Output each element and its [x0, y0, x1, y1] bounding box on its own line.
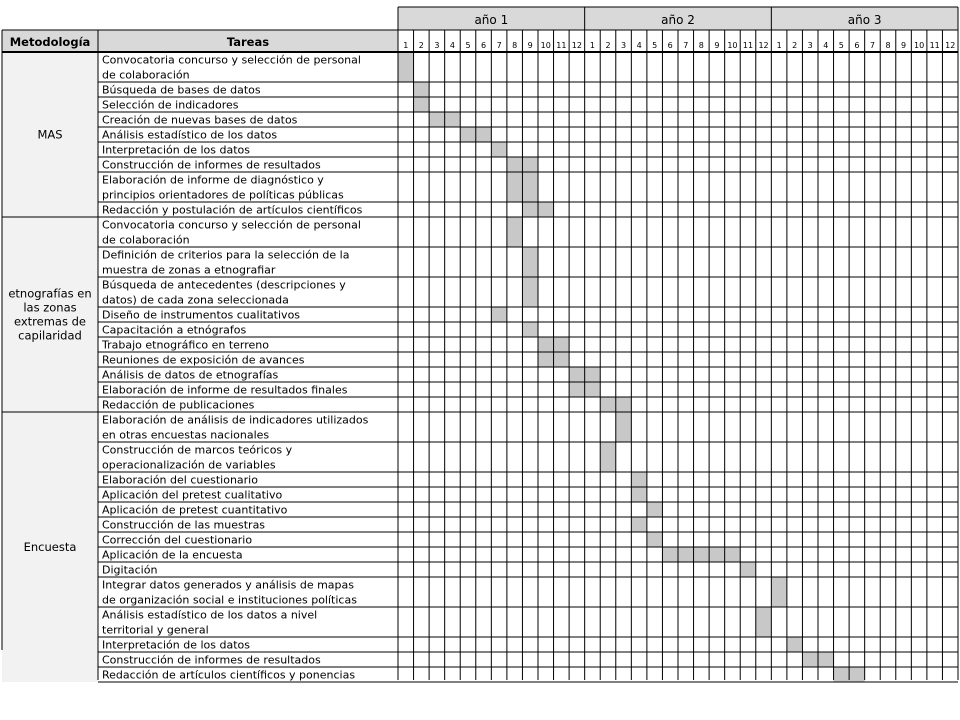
- month-label: 2: [418, 41, 424, 50]
- month-label: 6: [481, 41, 487, 50]
- schedule-cell-filled: [647, 532, 663, 547]
- task-label: Redacción de publicaciones: [102, 398, 255, 412]
- task-label: Convocatoria concurso y selección de personal: [102, 218, 361, 232]
- schedule-cell-filled: [600, 442, 616, 472]
- month-label: 11: [742, 41, 754, 50]
- month-label: 11: [556, 41, 567, 50]
- task-label: Definición de criterios para la selección de la: [102, 248, 350, 262]
- year-label: año 3: [847, 13, 882, 27]
- task-label: Análisis estadístico de los datos: [102, 128, 278, 142]
- month-label: 2: [605, 41, 611, 50]
- methodology-label: capilaridad: [18, 328, 82, 343]
- task-label: Elaboración de informe de diagnóstico y: [102, 173, 324, 187]
- schedule-cell-filled: [569, 382, 585, 397]
- schedule-cell-filled: [662, 547, 678, 562]
- task-label: Redacción y postulación de artículos científicos: [102, 203, 363, 217]
- month-label: 1: [403, 41, 409, 50]
- schedule-cell-filled: [507, 172, 523, 202]
- task-label: Búsqueda de antecedentes (descripciones y: [102, 278, 346, 292]
- task-label: Trabajo etnográfico en terreno: [102, 338, 269, 352]
- schedule-cell-filled: [398, 52, 414, 82]
- month-label: 11: [929, 41, 940, 50]
- schedule-cell-filled: [554, 352, 570, 367]
- task-label: Interpretación de los datos: [102, 143, 250, 157]
- month-label: 6: [854, 41, 860, 50]
- task-label: Elaboración de análisis de indicadores utilizados: [102, 413, 369, 427]
- schedule-cell-filled: [709, 547, 725, 562]
- schedule-cell-filled: [491, 142, 507, 157]
- schedule-cell-filled: [616, 412, 632, 442]
- task-label: Búsqueda de bases de datos: [102, 83, 261, 97]
- task-label: datos) de cada zona seleccionada: [102, 293, 289, 307]
- month-label: 8: [512, 41, 518, 50]
- month-label: 9: [901, 41, 907, 50]
- month-label: 4: [823, 41, 829, 50]
- task-label: operacionalización de variables: [102, 458, 276, 472]
- year-label: año 1: [474, 13, 509, 27]
- task-label: principios orientadores de políticas públicas: [102, 188, 344, 202]
- schedule-cell-filled: [616, 397, 632, 412]
- schedule-cell-filled: [740, 562, 756, 577]
- month-label: 3: [621, 41, 627, 50]
- month-label: 8: [885, 41, 891, 50]
- schedule-cell-filled: [460, 127, 476, 142]
- schedule-cell-filled: [647, 502, 663, 517]
- methodology-label: extremas de: [13, 314, 87, 329]
- task-label: Análisis estadístico de los datos a nivel: [102, 608, 318, 622]
- task-label: Construcción de informes de resultados: [102, 158, 321, 172]
- task-label: Interpretación de los datos: [102, 638, 250, 652]
- task-label: Construcción de informes de resultados: [102, 653, 321, 667]
- month-label: 3: [434, 41, 440, 50]
- schedule-cell-filled: [694, 547, 710, 562]
- methodology-label: las zonas: [23, 300, 77, 315]
- task-label: de organización social e instituciones políticas: [102, 593, 357, 607]
- month-label: 7: [683, 41, 689, 50]
- task-label: de colaboración: [102, 68, 190, 82]
- schedule-cell-filled: [522, 157, 538, 172]
- schedule-cell-filled: [507, 217, 523, 247]
- month-label: 1: [589, 41, 595, 50]
- task-label: territorial y general: [102, 623, 209, 637]
- task-label: muestra de zonas a etnografiar: [102, 263, 276, 277]
- task-label: Aplicación de pretest cuantitativo: [102, 503, 288, 517]
- schedule-cell-filled: [787, 637, 803, 652]
- task-label: Redacción de artículos científicos y ponencias: [102, 668, 356, 682]
- month-label: 7: [496, 41, 502, 50]
- task-label: Reuniones de exposición de avances: [102, 353, 305, 367]
- schedule-cell-filled: [429, 112, 445, 127]
- month-label: 1: [776, 41, 782, 50]
- month-label: 5: [838, 41, 844, 50]
- month-label: 9: [527, 41, 533, 50]
- task-label: Aplicación del pretest cualitativo: [102, 488, 283, 502]
- schedule-cell-filled: [585, 367, 601, 382]
- schedule-cell-filled: [538, 337, 554, 352]
- schedule-cell-filled: [538, 352, 554, 367]
- schedule-cell-filled: [600, 397, 616, 412]
- month-label: 5: [652, 41, 658, 50]
- month-label: 4: [636, 41, 642, 50]
- schedule-cell-filled: [631, 487, 647, 502]
- schedule-cell-filled: [756, 607, 772, 637]
- schedule-cell-filled: [834, 667, 850, 682]
- schedule-cell-filled: [631, 517, 647, 532]
- schedule-cell-filled: [585, 382, 601, 397]
- schedule-cell-filled: [849, 667, 865, 682]
- task-label: Aplicación de la encuesta: [102, 548, 243, 562]
- month-label: 4: [449, 41, 455, 50]
- task-label: Selección de indicadores: [102, 98, 239, 112]
- schedule-cell-filled: [818, 652, 834, 667]
- month-label: 12: [945, 41, 956, 50]
- month-label: 10: [914, 41, 925, 50]
- schedule-cell-filled: [802, 652, 818, 667]
- month-label: 12: [571, 41, 582, 50]
- schedule-cell-filled: [538, 202, 554, 217]
- schedule-cell-filled: [522, 322, 538, 337]
- schedule-cell-filled: [569, 367, 585, 382]
- task-label: Análisis de datos de etnografías: [102, 368, 279, 382]
- schedule-cell-filled: [507, 157, 523, 172]
- schedule-cell-filled: [445, 112, 461, 127]
- task-label: de colaboración: [102, 233, 190, 247]
- schedule-cell-filled: [631, 472, 647, 487]
- task-label: Integrar datos generados y análisis de mapas: [102, 578, 354, 592]
- schedule-cell-filled: [414, 82, 430, 97]
- schedule-cell-filled: [476, 127, 492, 142]
- methodology-label: etnografías en: [8, 286, 92, 301]
- month-label: 3: [807, 41, 813, 50]
- task-label: Construcción de las muestras: [102, 518, 266, 532]
- schedule-cell-filled: [522, 247, 538, 277]
- schedule-cell-filled: [491, 307, 507, 322]
- month-label: 7: [869, 41, 875, 50]
- task-label: en otras encuestas nacionales: [102, 428, 270, 442]
- task-label: Elaboración del cuestionario: [102, 473, 258, 487]
- task-label: Diseño de instrumentos cualitativos: [102, 308, 301, 322]
- methodology-label: MAS: [37, 127, 63, 142]
- schedule-cell-filled: [522, 277, 538, 307]
- month-label: 10: [727, 41, 738, 50]
- task-label: Capacitación a etnógrafos: [102, 323, 247, 337]
- task-label: Corrección del cuestionario: [102, 533, 253, 547]
- month-label: 8: [698, 41, 704, 50]
- task-label: Elaboración de informe de resultados finales: [102, 383, 348, 397]
- year-label: año 2: [661, 13, 695, 27]
- methodology-label: Encuesta: [23, 540, 77, 554]
- task-label: Creación de nuevas bases de datos: [102, 113, 298, 127]
- schedule-cell-filled: [771, 577, 787, 607]
- schedule-cell-filled: [522, 172, 538, 202]
- tasks-header: Tareas: [226, 35, 270, 49]
- task-label: Digitación: [102, 563, 158, 577]
- month-label: 12: [758, 41, 769, 50]
- task-label: Convocatoria concurso y selección de personal: [102, 53, 361, 67]
- month-label: 6: [667, 41, 673, 50]
- task-label: Construcción de marcos teóricos y: [102, 443, 293, 457]
- month-label: 2: [792, 41, 798, 50]
- schedule-cell-filled: [678, 547, 694, 562]
- methodology-header: Metodología: [9, 35, 91, 49]
- month-label: 5: [465, 41, 471, 50]
- month-label: 10: [540, 41, 551, 50]
- schedule-cell-filled: [522, 202, 538, 217]
- schedule-cell-filled: [414, 97, 430, 112]
- schedule-cell-filled: [554, 337, 570, 352]
- month-label: 9: [714, 41, 720, 50]
- schedule-cell-filled: [725, 547, 741, 562]
